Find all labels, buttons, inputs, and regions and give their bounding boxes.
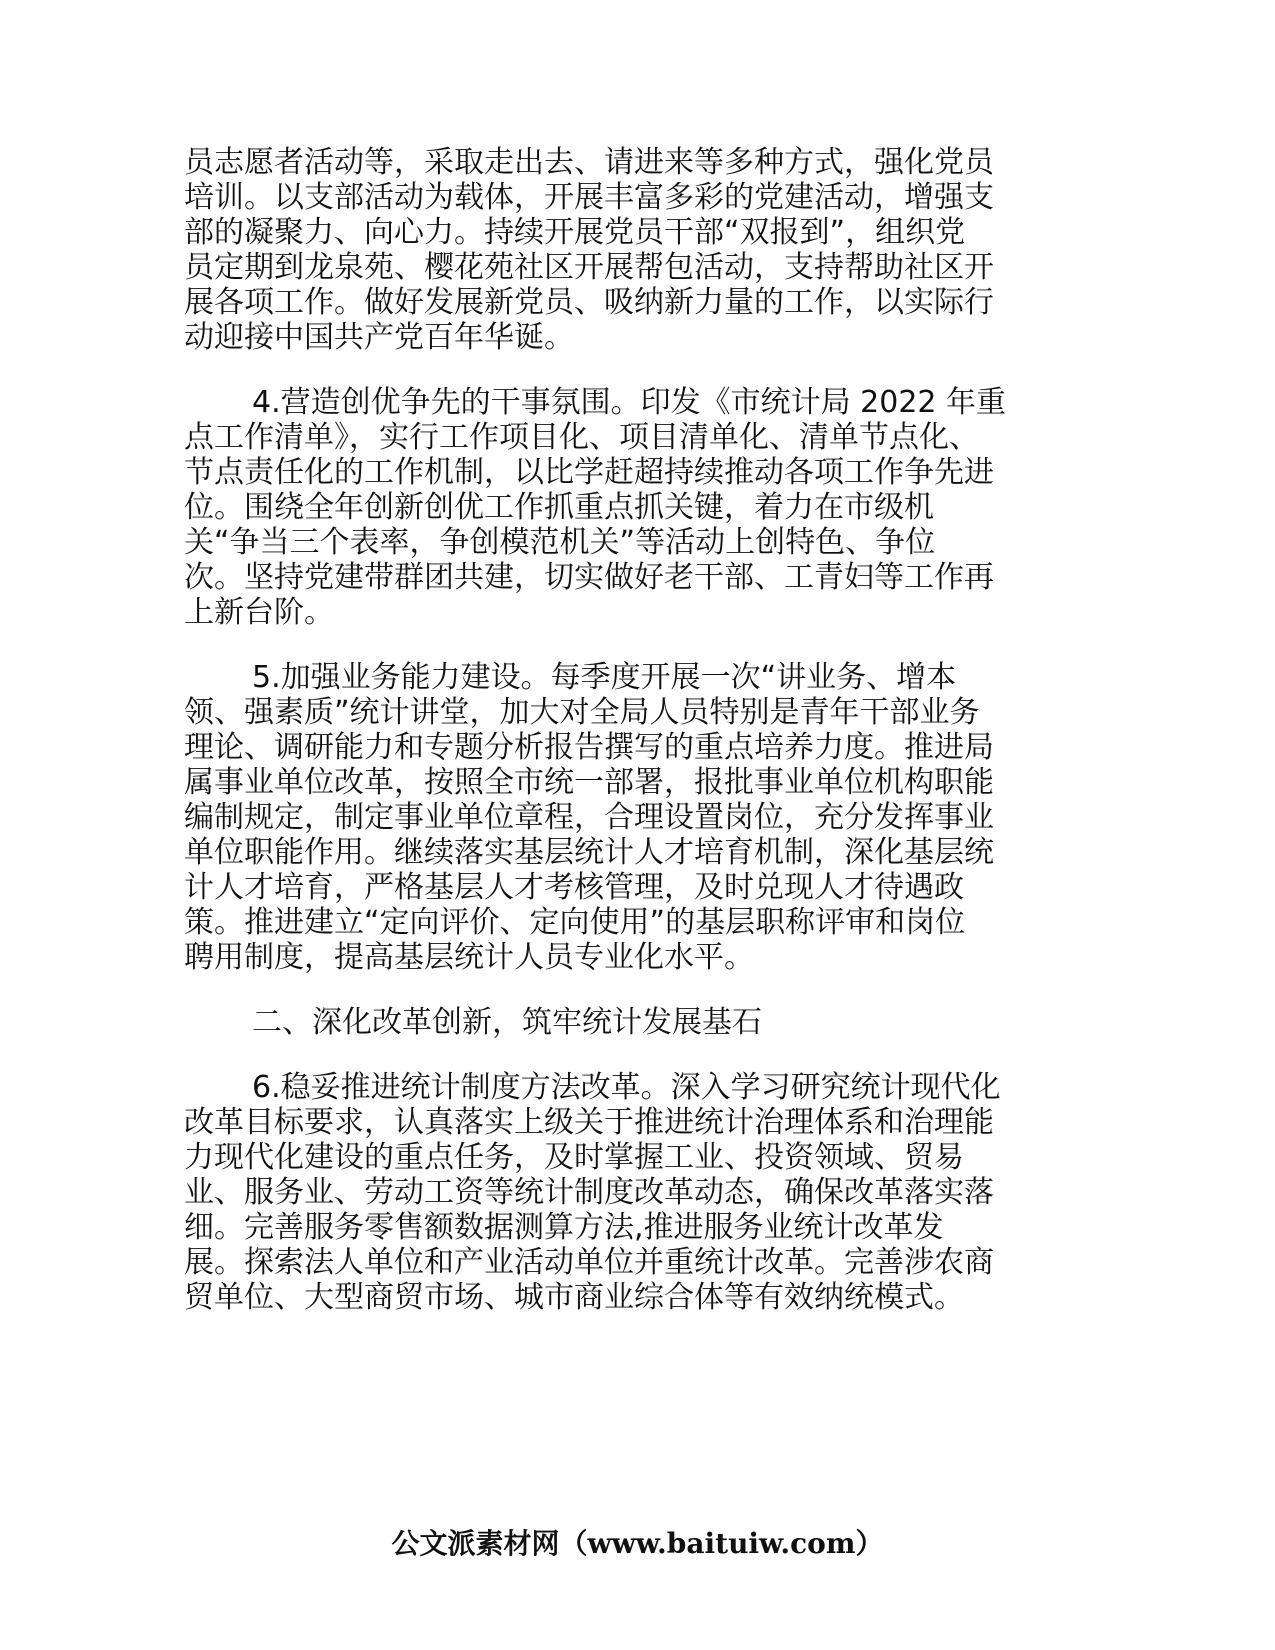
footer-watermark: 公文派素材网（www.baituiw.com） [391,1527,884,1560]
text-line: 动迎接中国共产党百年华诞。 [184,320,574,355]
text-line: 员定期到龙泉苑、樱花苑社区开展帮包活动，支持帮助社区开 [184,250,994,285]
text-line: 位。围绕全年创新创优工作抓重点抓关键，着力在市级机 [184,490,934,525]
paragraph [184,660,1089,975]
text-line: 6.稳妥推进统计制度方法改革。深入学习研究统计现代化 [252,1070,1001,1105]
text-line: 领、强素质”统计讲堂，加大对全局人员特别是青年干部业务 [184,695,980,730]
paragraph-gap [184,1040,1089,1070]
paragraph-gap [184,630,1089,660]
text-line: 展。探索法人单位和产业活动单位并重统计改革。完善涉农商 [184,1245,994,1280]
section-heading-text: 二、深化改革创新，筑牢统计发展基石 [252,1005,762,1040]
text-line: 理论、调研能力和专题分析报告撰写的重点培养力度。推进局 [184,730,994,765]
text-line: 计人才培育，严格基层人才考核管理，及时兑现人才待遇政 [184,870,964,905]
text-line: 属事业单位改革，按照全市统一部署，报批事业单位机构职能 [184,765,994,800]
text-line: 贸单位、大型商贸市场、城市商业综合体等有效纳统模式。 [184,1280,964,1315]
text-line: 力现代化建设的重点任务，及时掌握工业、投资领域、贸易 [184,1140,964,1175]
paragraph [184,385,1089,630]
section-heading [184,1005,1089,1040]
text-line: 单位职能作用。继续落实基层统计人才培育机制，深化基层统 [184,835,994,870]
text-line: 聘用制度，提高基层统计人员专业化水平。 [184,940,754,975]
document-body [184,145,1089,1315]
text-line: 节点责任化的工作机制，以比学赶超持续推动各项工作争先进 [184,455,994,490]
text-line: 培训。以支部活动为载体，开展丰富多彩的党建活动，增强支 [184,180,994,215]
text-line: 4.营造创优争先的干事氛围。印发《市统计局 2022 年重 [252,385,1007,420]
text-line: 部的凝聚力、向心力。持续开展党员干部“双报到”，组织党 [184,215,966,250]
text-line: 改革目标要求，认真落实上级关于推进统计治理体系和治理能 [184,1105,994,1140]
text-line: 展各项工作。做好发展新党员、吸纳新力量的工作，以实际行 [184,285,994,320]
paragraph-gap [184,355,1089,385]
text-line: 关“争当三个表率，争创模范机关”等活动上创特色、争位 [184,525,936,560]
text-line: 策。推进建立“定向评价、定向使用”的基层职称评审和岗位 [184,905,966,940]
text-line: 次。坚持党建带群团共建，切实做好老干部、工青妇等工作再 [184,560,994,595]
paragraph [184,145,1089,355]
paragraph [184,1070,1089,1315]
text-line: 上新台阶。 [184,595,334,630]
text-line: 业、服务业、劳动工资等统计制度改革动态，确保改革落实落 [184,1175,994,1210]
text-line: 编制规定，制定事业单位章程，合理设置岗位，充分发挥事业 [184,800,994,835]
text-line: 员志愿者活动等，采取走出去、请进来等多种方式，强化党员 [184,145,994,180]
paragraph-gap [184,975,1089,1005]
text-line: 细。完善服务零售额数据测算方法,推进服务业统计改革发 [184,1210,944,1245]
text-line: 点工作清单》，实行工作项目化、项目清单化、清单节点化、 [184,420,979,455]
text-line: 5.加强业务能力建设。每季度开展一次“讲业务、增本 [252,660,957,695]
